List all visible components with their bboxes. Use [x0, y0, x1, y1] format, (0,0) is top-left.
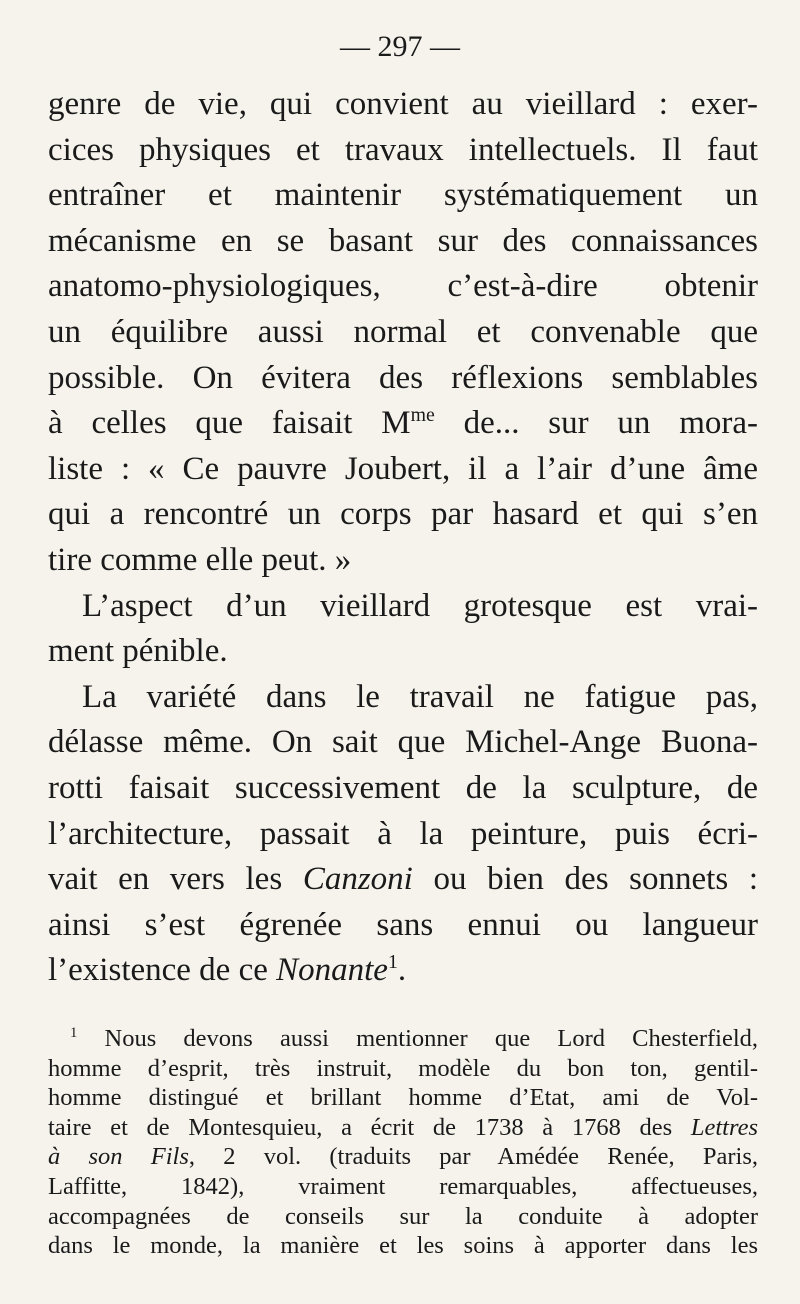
text-line: ainsi s’est égrenée sans ennui ou langueur — [48, 906, 758, 943]
footnote-line: homme distingué et brillant homme d’Etat, ami de Vol- — [48, 1084, 758, 1112]
footnote-line: homme d’esprit, très instruit, modèle du bon ton, gentil- — [48, 1054, 758, 1082]
text-segment: l’existence de ce — [48, 952, 277, 989]
text-line: tire comme elle peut. » — [48, 541, 352, 578]
text-line: délasse même. On sait que Michel-Ange Buona- — [48, 724, 758, 761]
footnote-line — [48, 1142, 758, 1172]
body-text — [48, 82, 758, 994]
text-line: genre de vie, qui convient au vieillard : exer- — [48, 86, 758, 122]
page-number: — 297 — — [340, 30, 460, 63]
text-line: cices physiques et travaux intellectuels. Il faut — [48, 131, 758, 168]
text-segment: vait en vers les — [48, 861, 303, 898]
footnote-line — [48, 1113, 758, 1143]
text-line: entraîner et maintenir systématiquement un — [48, 177, 758, 214]
text-segment: ou bien des sonnets : — [412, 861, 758, 898]
text-line: l’architecture, passait à la peinture, puis écri- — [48, 815, 758, 852]
text-segment: à celles que faisait M — [48, 405, 411, 442]
footnote-line: Laffitte, 1842), vraiment remarquables, affectueuses, — [48, 1172, 758, 1200]
text-segment: , 2 vol. (traduits par Amédée Renée, Paris, — [188, 1143, 758, 1171]
text-line: La variété dans le travail ne fatigue pas, — [82, 678, 758, 715]
text-line: ment pénible. — [48, 633, 228, 670]
text-line: L’aspect d’un vieillard grotesque est vrai- — [82, 587, 758, 624]
italic-title: à son Fils — [48, 1143, 189, 1171]
italic-title: Canzoni — [302, 861, 413, 898]
text-segment: taire et de Montesquieu, a écrit de 1738 à 1768 des — [48, 1113, 691, 1141]
superscript: me — [410, 404, 435, 427]
text-line: rotti faisait successivement de la sculpture, de — [48, 769, 758, 806]
text-line — [48, 948, 758, 994]
text-line — [48, 401, 758, 447]
footnote-marker: 1 — [70, 1024, 78, 1041]
text-line: un équilibre aussi normal et convenable que — [48, 313, 758, 350]
text-line: mécanisme en se basant sur des connaissances — [48, 222, 758, 259]
text-segment: de... sur un mora- — [434, 405, 758, 442]
text-segment: . — [397, 952, 407, 989]
text-line: possible. On évitera des réflexions semblables — [48, 359, 758, 396]
footnote-ref: 1 — [387, 951, 398, 974]
text-line — [48, 857, 758, 903]
text-line: liste : « Ce pauvre Joubert, il a l’air d’une âme — [48, 450, 758, 487]
footnote-line: dans le monde, la manière et les soins à apporter dans les — [48, 1232, 758, 1260]
footnote-line: accompagnées de conseils sur la conduite à adopter — [48, 1202, 758, 1230]
italic-name: Nonante — [276, 952, 388, 989]
text-segment: Nous devons aussi mentionner que Lord Chesterfield, — [77, 1025, 758, 1052]
text-line: anatomo-physiologiques, c’est-à-dire obtenir — [48, 268, 758, 305]
footnote — [48, 1024, 758, 1261]
italic-title: Lettres — [690, 1113, 758, 1141]
text-line: qui a rencontré un corps par hasard et qui s’en — [48, 496, 758, 533]
footnote-line — [48, 1024, 758, 1054]
